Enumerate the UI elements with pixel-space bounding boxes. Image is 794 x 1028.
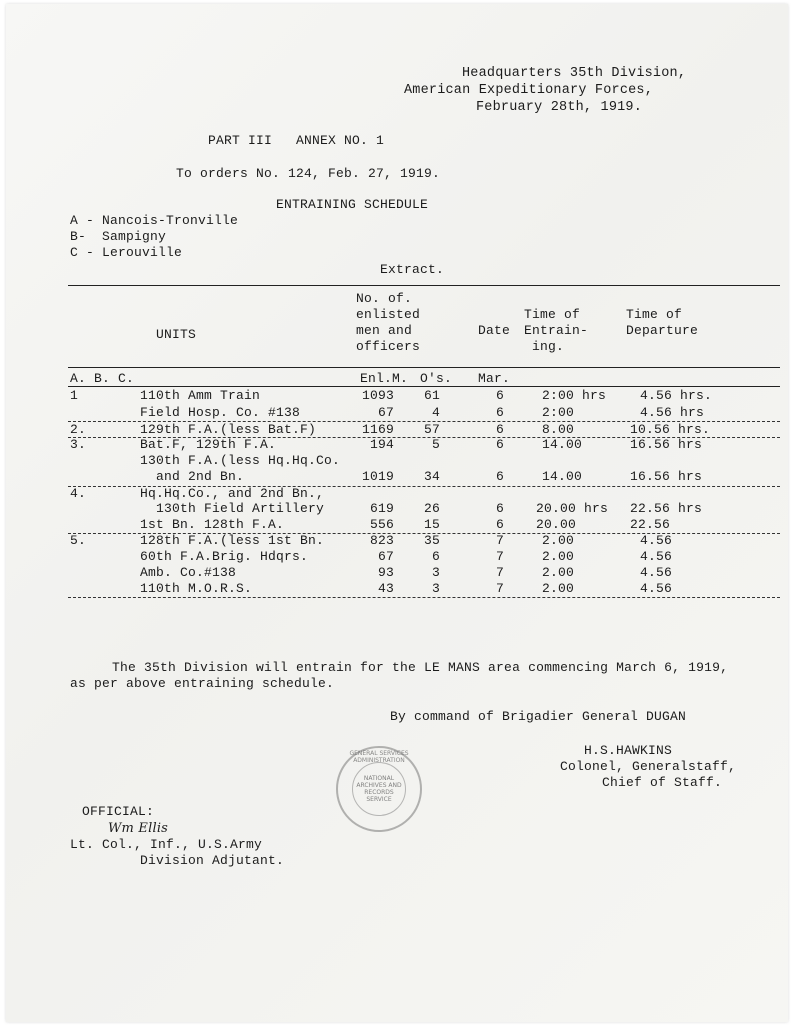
row-enlisted: 67 <box>378 405 395 420</box>
row-location: 4. <box>70 486 87 501</box>
row-enlisted: 556 <box>370 517 395 532</box>
col-header-date: Date <box>478 323 511 338</box>
table-top-rule <box>68 285 780 286</box>
row-location: 3. <box>70 437 87 452</box>
header-bottom-rule <box>68 367 780 368</box>
row-date: 7 <box>496 533 505 548</box>
row-enlisted: 43 <box>378 581 395 596</box>
row-officers: 6 <box>432 549 441 564</box>
row-officers: 35 <box>424 533 441 548</box>
row-entrain: 14.00 <box>542 469 583 484</box>
row-depart: 4.56 hrs <box>640 405 705 420</box>
schedule-title: ENTRAINING SCHEDULE <box>276 197 429 212</box>
row-officers: 57 <box>424 422 441 437</box>
part-annex: PART III ANNEX NO. 1 <box>208 133 385 148</box>
row-entrain: 2.00 <box>542 549 575 564</box>
subheader-rule <box>68 386 780 387</box>
body-line-2: as per above entraining schedule. <box>70 676 335 691</box>
row-enlisted: 1093 <box>362 388 395 403</box>
row-unit: 110th M.O.R.S. <box>140 581 253 596</box>
row-officers: 3 <box>432 565 441 580</box>
row-entrain: 2:00 <box>542 405 575 420</box>
row-unit: Hq.Hq.Co., and 2nd Bn., <box>140 486 325 501</box>
row-depart: 4.56 <box>640 549 673 564</box>
row-date: 7 <box>496 565 505 580</box>
row-date: 7 <box>496 581 505 596</box>
row-officers: 61 <box>424 388 441 403</box>
official-name: Wm Ellis <box>108 821 169 836</box>
row-entrain: 2.00 <box>542 533 575 548</box>
row-officers: 3 <box>432 581 441 596</box>
row-date: 6 <box>496 469 505 484</box>
row-depart: 4.56 <box>640 533 673 548</box>
signature-title-2: Chief of Staff. <box>602 775 723 790</box>
row-enlisted: 619 <box>370 501 395 516</box>
row-entrain: 8.00 <box>542 422 575 437</box>
col-header-enlisted-2: enlisted <box>356 307 421 322</box>
row-entrain: 14.00 <box>542 437 583 452</box>
col-header-enlisted-4: officers <box>356 339 421 354</box>
signature-name: H.S.HAWKINS <box>584 743 673 758</box>
row-unit: Amb. Co.#138 <box>140 565 237 580</box>
row-depart: 10.56 hrs. <box>630 422 711 437</box>
row-date: 6 <box>496 501 505 516</box>
row-date: 6 <box>496 388 505 403</box>
row-unit: 128th F.A.(less 1st Bn. <box>140 533 325 548</box>
row-unit: Bat.F, 129th F.A. <box>140 437 277 452</box>
row-enlisted: 93 <box>378 565 395 580</box>
table-bottom-rule <box>68 597 780 598</box>
row-location: 1 <box>70 388 79 403</box>
row-unit: 110th Amm Train <box>140 388 261 403</box>
col-header-departure-1: Time of <box>626 307 683 322</box>
row-location: 2. <box>70 422 87 437</box>
stamp-ring-text: GENERAL SERVICES ADMINISTRATION <box>349 750 409 764</box>
col-header-units: UNITS <box>156 327 197 342</box>
row-enlisted: 1019 <box>362 469 395 484</box>
body-line-1: The 35th Division will entrain for the LE MANS area commencing March 6, 1919, <box>112 660 729 675</box>
command-line: By command of Brigadier General DUGAN <box>390 709 687 724</box>
row-officers: 4 <box>432 405 441 420</box>
row-entrain: 20.00 hrs <box>536 501 609 516</box>
signature-title-1: Colonel, Generalstaff, <box>560 759 737 774</box>
location-c: C - Lerouville <box>70 245 183 260</box>
subheader-enlisted: Enl.M. <box>360 371 409 386</box>
col-header-departure-2: Departure <box>626 323 699 338</box>
document-page <box>6 4 788 1022</box>
col-header-enlisted-1: No. of. <box>356 291 413 306</box>
row-location: 5. <box>70 533 87 548</box>
row-unit: 130th F.A.(less Hq.Hq.Co. <box>140 453 341 468</box>
row-enlisted: 1169 <box>362 422 395 437</box>
header-line-1: Headquarters 35th Division, <box>462 66 687 81</box>
row-officers: 34 <box>424 469 441 484</box>
row-depart: 4.56 <box>640 581 673 596</box>
col-header-entrain-1: Time of <box>524 307 581 322</box>
header-line-2: American Expeditionary Forces, <box>404 83 654 98</box>
official-title-1: Lt. Col., Inf., U.S.Army <box>70 837 263 852</box>
row-entrain: 20.00 <box>536 517 577 532</box>
row-officers: 15 <box>424 517 441 532</box>
col-header-enlisted-3: men and <box>356 323 413 338</box>
row-enlisted: 194 <box>370 437 395 452</box>
row-depart: 22.56 <box>630 517 671 532</box>
stamp-center <box>352 762 406 816</box>
row-unit: 60th F.A.Brig. Hdqrs. <box>140 549 309 564</box>
archives-stamp <box>336 746 422 832</box>
row-date: 7 <box>496 549 505 564</box>
row-depart: 4.56 <box>640 565 673 580</box>
row-entrain: 2.00 <box>542 565 575 580</box>
subheader-abc: A. B. C. <box>70 371 135 386</box>
row-entrain: 2.00 <box>542 581 575 596</box>
official-title-2: Division Adjutant. <box>140 853 285 868</box>
row-depart: 16.56 hrs <box>630 469 703 484</box>
row-depart: 16.56 hrs <box>630 437 703 452</box>
col-header-entrain-3: ing. <box>532 339 565 354</box>
row-date: 6 <box>496 422 505 437</box>
row-date: 6 <box>496 437 505 452</box>
row-date: 6 <box>496 517 505 532</box>
row-unit: and 2nd Bn. <box>140 469 245 484</box>
row-date: 6 <box>496 405 505 420</box>
extract-label: Extract. <box>380 262 445 277</box>
orders-reference: To orders No. 124, Feb. 27, 1919. <box>176 166 441 181</box>
stamp-center-text: NATIONAL ARCHIVES AND RECORDS SERVICE <box>356 775 402 803</box>
row-unit: Field Hosp. Co. #138 <box>140 405 301 420</box>
header-line-3: February 28th, 1919. <box>476 100 643 115</box>
location-a: A - Nancois-Tronville <box>70 213 239 228</box>
subheader-month: Mar. <box>478 371 511 386</box>
col-header-entrain-2: Entrain- <box>524 323 589 338</box>
row-unit: 130th Field Artillery <box>140 501 325 516</box>
row-depart: 4.56 hrs. <box>640 388 713 403</box>
row-officers: 26 <box>424 501 441 516</box>
row-unit: 129th F.A.(less Bat.F) <box>140 422 317 437</box>
row-officers: 5 <box>432 437 441 452</box>
subheader-officers: O's. <box>420 371 453 386</box>
row-enlisted: 823 <box>370 533 395 548</box>
row-unit: 1st Bn. 128th F.A. <box>140 517 285 532</box>
location-b: B- Sampigny <box>70 229 167 244</box>
official-label: OFFICIAL: <box>82 804 155 819</box>
row-depart: 22.56 hrs <box>630 501 703 516</box>
row-entrain: 2:00 hrs <box>542 388 607 403</box>
row-enlisted: 67 <box>378 549 395 564</box>
